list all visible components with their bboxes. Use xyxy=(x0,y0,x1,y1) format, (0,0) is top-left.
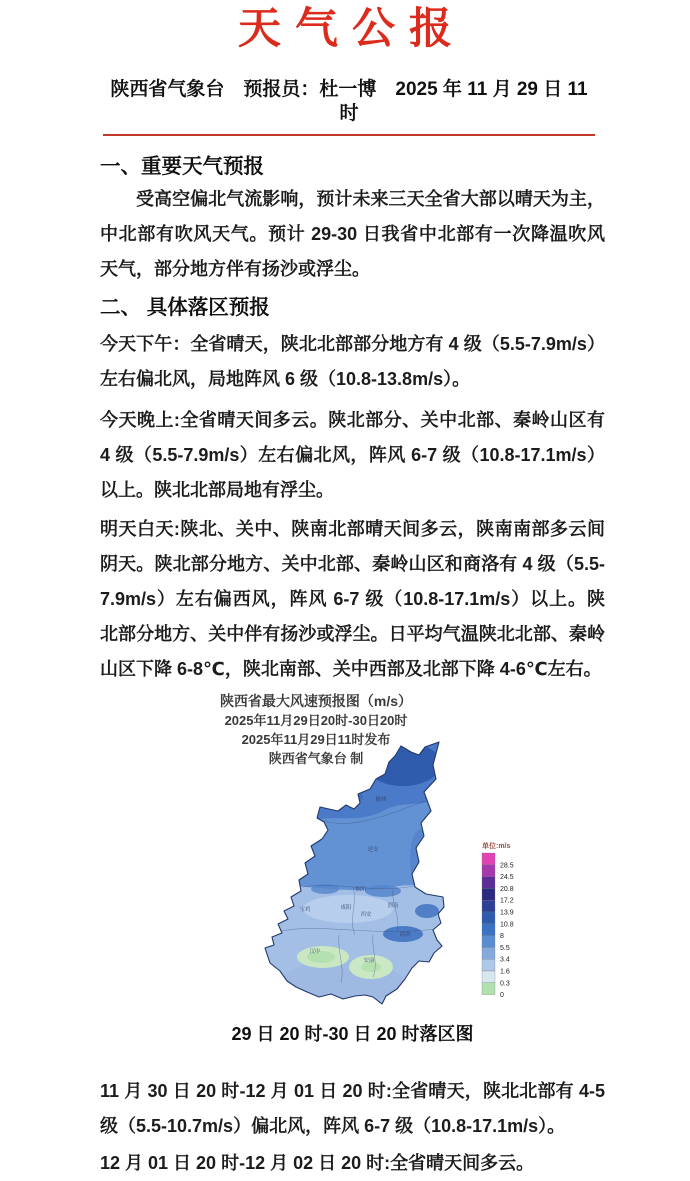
svg-text:0: 0 xyxy=(500,992,504,1000)
wind-speed-map xyxy=(253,739,545,1011)
map-valid-period: 2025年11月29日20时-30日20时 xyxy=(224,713,408,728)
section1-heading: 一、重要天气预报 xyxy=(100,155,264,178)
forecast-dec01: 12 月 01 日 20 时-12 月 02 日 20 时:全省晴天间多云。 xyxy=(100,1153,535,1173)
wind-speed-map-figure xyxy=(0,689,690,1044)
section2-heading: 二、 具体落区预报 xyxy=(100,296,270,319)
svg-text:20.8: 20.8 xyxy=(500,885,514,893)
svg-text:13.9: 13.9 xyxy=(500,909,514,917)
svg-text:5.5: 5.5 xyxy=(500,944,510,952)
section1-paragraph: 受高空偏北气流影响，预计未来三天全省大部以晴天为主，中北部有吹风天气。预计 29-30 日我省中北部有一次降温吹风天气，部分地方伴有扬沙或浮尘。 xyxy=(100,189,605,279)
svg-text:西安: 西安 xyxy=(360,912,372,918)
svg-text:安康: 安康 xyxy=(363,958,375,964)
map-legend xyxy=(482,841,514,999)
svg-text:0.3: 0.3 xyxy=(500,980,510,988)
svg-text:铜川: 铜川 xyxy=(355,887,367,893)
svg-text:8: 8 xyxy=(500,933,504,941)
svg-text:24.5: 24.5 xyxy=(500,874,514,882)
svg-text:渭南: 渭南 xyxy=(387,903,399,909)
svg-text:17.2: 17.2 xyxy=(500,897,514,905)
svg-text:单位:m/s: 单位:m/s xyxy=(482,843,511,850)
svg-text:宝鸡: 宝鸡 xyxy=(299,907,311,913)
forecast-today-afternoon: 今天下午：全省晴天，陕北北部部分地方有 4 级（5.5-7.9m/s）左右偏北风，局地阵风 6 级（10.8-13.8m/s）。 xyxy=(100,334,605,389)
svg-text:咸阳: 咸阳 xyxy=(340,905,352,911)
svg-text:延安: 延安 xyxy=(367,847,379,853)
svg-text:汉中: 汉中 xyxy=(309,949,321,955)
svg-text:商洛: 商洛 xyxy=(399,932,411,938)
svg-text:3.4: 3.4 xyxy=(500,956,510,964)
forecast-tonight: 今天晚上:全省晴天间多云。陕北部分、关中北部、秦岭山区有 4 级（5.5-7.9m/s）左右偏北风，阵风 6-7 级（10.8-17.1m/s）以上。陕北北部局地有浮尘。 xyxy=(100,410,605,500)
svg-text:28.5: 28.5 xyxy=(500,862,514,870)
document-body-bottom xyxy=(100,1074,605,1181)
document-body xyxy=(100,152,605,687)
svg-text:榆林: 榆林 xyxy=(375,797,387,803)
map-producer: 陕西省气象台 制 xyxy=(268,751,364,766)
map-issue-time: 2025年11月29日11时发布 xyxy=(241,732,391,747)
page-title: 天气公报 xyxy=(238,5,466,53)
forecast-tomorrow-daytime: 明天白天:陕北、关中、陕南北部晴天间多云，陕南南部多云间阴天。陕北部分地方、关中北部、秦岭山区和商洛有 4 级（5.5-7.9m/s）左右偏西风，阵风 6-7 级（10.8-17.1m/s）以上。陕北部分地方、关中伴有扬沙或浮尘。日平均气温陕北北部、秦岭山区下降 6-8℃，陕北南部、关中西部及北部下降 4-6℃左右。 xyxy=(100,519,605,679)
weather-bulletin-page xyxy=(0,4,690,1173)
svg-text:10.8: 10.8 xyxy=(500,921,514,929)
svg-text:1.6: 1.6 xyxy=(500,968,510,976)
forecast-nov30: 11 月 30 日 20 时-12 月 01 日 20 时:全省晴天，陕北北部有 4-5 级（5.5-10.7m/s）偏北风，阵风 6-7 级（10.8-17.1m/s）。 xyxy=(100,1081,605,1136)
byline: 陕西省气象台 预报员：杜一博 2025 年 11 月 29 日 11 时 xyxy=(103,78,595,136)
map-caption: 29 日 20 时-30 日 20 时落区图 xyxy=(231,1024,474,1044)
province-shape xyxy=(253,739,453,1011)
map-title: 陕西省最大风速预报图（m/s） xyxy=(219,693,413,709)
